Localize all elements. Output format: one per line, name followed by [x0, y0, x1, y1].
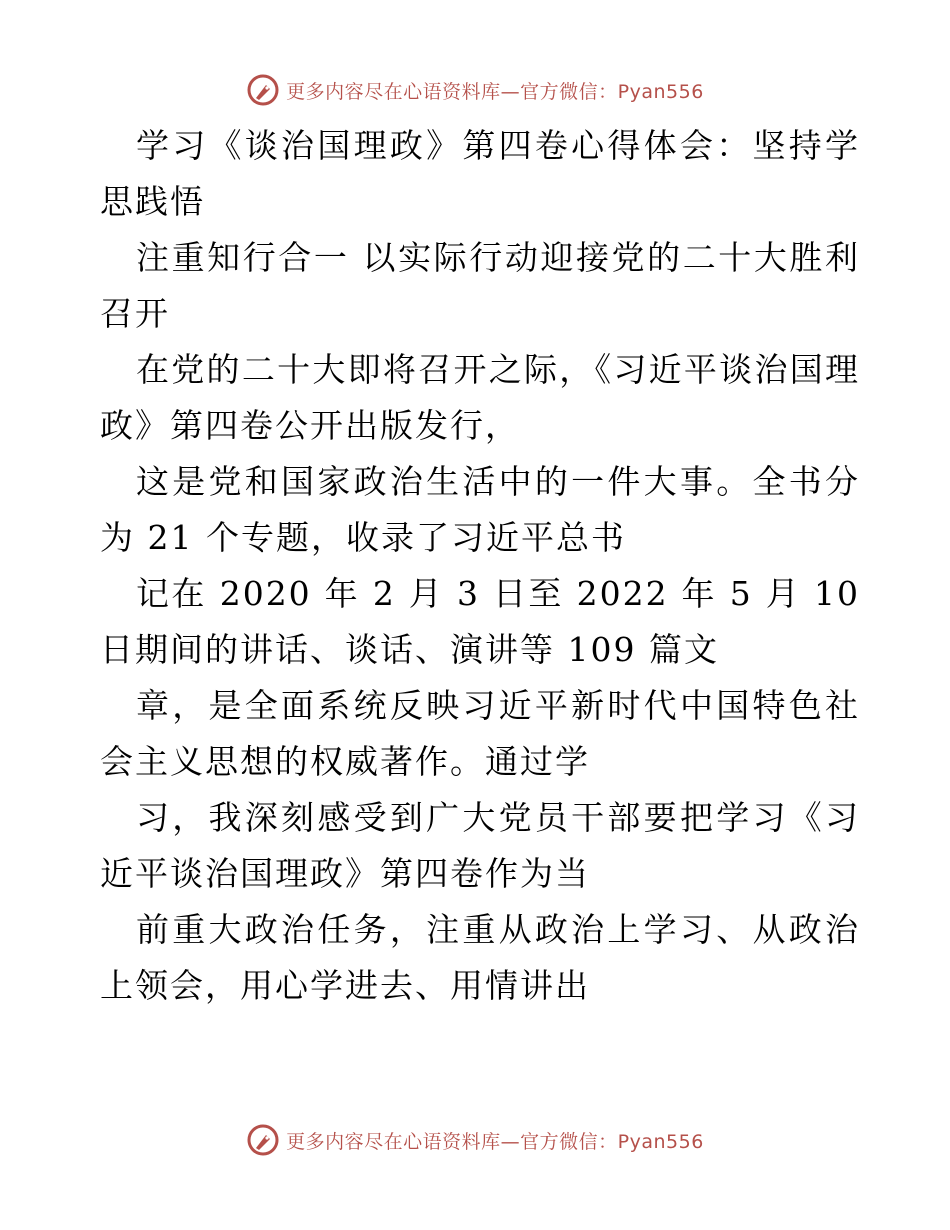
header-banner-text: 更多内容尽在心语资料库—官方微信：Pyan556 — [286, 80, 704, 103]
paragraph: 在党的二十大即将召开之际，《习近平谈治国理政》第四卷公开出版发行， — [100, 350, 860, 445]
paragraph: 学习《谈治国理政》第四卷心得体会：坚持学思践悟 — [100, 126, 860, 221]
footer-banner — [0, 1120, 950, 1160]
paragraph: 记在 2020 年 2 月 3 日至 2022 年 5 月 10 日期间的讲话、谈话、演讲等 109 篇文 — [100, 574, 860, 669]
paragraph: 章，是全面系统反映习近平新时代中国特色社会主义思想的权威著作。通过学 — [100, 686, 860, 781]
paragraph: 前重大政治任务，注重从政治上学习、从政治上领会，用心学进去、用情讲出 — [100, 910, 860, 1005]
paragraph: 习，我深刻感受到广大党员干部要把学习《习近平谈治国理政》第四卷作为当 — [100, 798, 860, 893]
pen-nib-logo-icon — [246, 73, 280, 107]
paragraph: 这是党和国家政治生活中的一件大事。全书分为 21 个专题，收录了习近平总书 — [100, 462, 860, 557]
document-body — [100, 118, 860, 1014]
footer-banner-text: 更多内容尽在心语资料库—官方微信：Pyan556 — [286, 1130, 704, 1153]
paragraph: 注重知行合一 以实际行动迎接党的二十大胜利召开 — [100, 238, 860, 333]
header-banner — [0, 70, 950, 110]
pen-nib-logo-icon — [246, 1123, 280, 1157]
